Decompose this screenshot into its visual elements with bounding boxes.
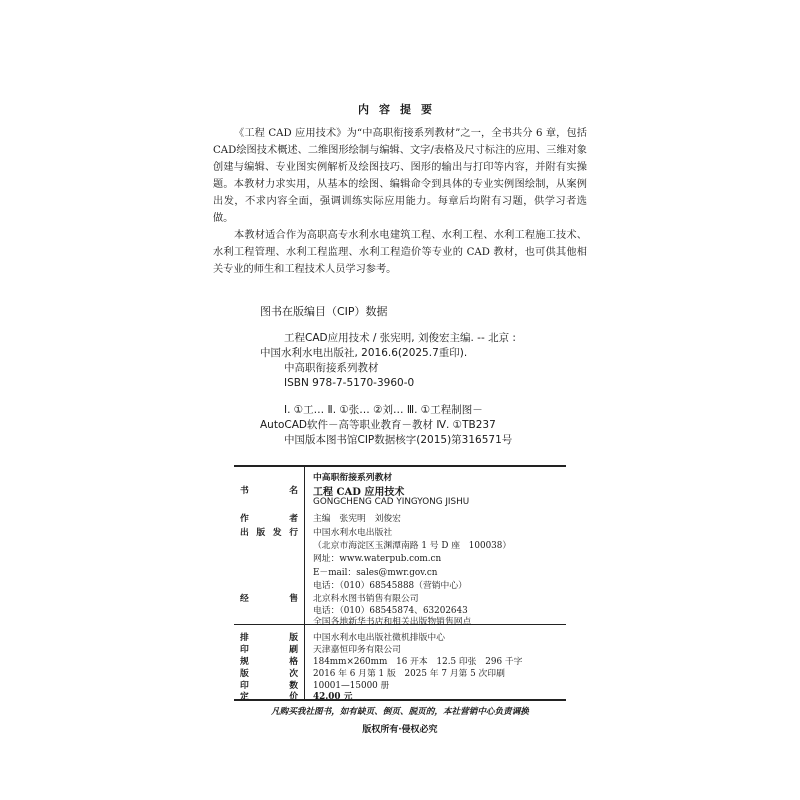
distributor: 北京科水图书销售有限公司: [313, 594, 419, 604]
typeset-label: 排 版: [240, 633, 298, 643]
replacement-notice: 凡购买我社图书，如有缺页、倒页、脱页的，本社营销中心负责调换: [271, 707, 529, 717]
print-label: 印 刷: [240, 645, 298, 655]
specification: 184mm×260mm 16 开本 12.5 印张 296 千字: [313, 657, 523, 667]
summary-title: 内容提要: [358, 103, 442, 116]
author: 主编 张宪明 刘俊宏: [313, 514, 401, 524]
distributor-network: 全国各地新华书店和相关出版物销售网点: [313, 617, 472, 627]
spec-label: 规 格: [240, 657, 298, 667]
summary-paragraph: 《工程 CAD 应用技术》为“中高职衔接系列教材”之一，全书共分 6 章，包括CAD绘图技术概述、二维图形绘制与编辑、文字/表格及尺寸标注的应用、三维对象创建与编辑、专业图实例解析及绘图技巧、图形的输出与打印等内容，并附有实操题。本教材力求实用，从基本的绘图、编辑命令到具体的专业实例图绘制，从案例出发，不求内容全面，强调训练实际应用能力。每章后均附有习题，供学习者选做。: [213, 128, 587, 224]
publisher-email: E－mail：sales@mwr.gov.cn: [313, 568, 438, 578]
cip-approval-number: 中国版本图书馆CIP数据核字(2015)第316571号: [284, 434, 513, 446]
author-label: 作 者: [240, 514, 298, 524]
book-title: 工程 CAD 应用技术: [313, 487, 405, 498]
publication-info-table: [234, 465, 566, 701]
publisher-website: 网址：www.waterpub.com.cn: [313, 554, 442, 564]
book-title-pinyin: GONGCHENG CAD YINGYONG JISHU: [313, 497, 470, 507]
book-title-label: 书 名: [240, 486, 298, 496]
distributor-label: 经 售: [240, 594, 298, 604]
publisher-label: 出版发行: [240, 528, 298, 538]
cip-line: 工程CAD应用技术 / 张宪明, 刘俊宏主编. -- 北京 :: [284, 332, 516, 344]
cip-classification: AutoCAD软件－高等职业教育－教材 Ⅳ. ①TB237: [260, 419, 496, 431]
copies-label: 印 数: [240, 681, 298, 691]
distributor-phone: 电话：（010）68545874、63202643: [313, 606, 468, 616]
printer: 天津嘉恒印务有限公司: [313, 645, 401, 655]
edition-label: 版 次: [240, 669, 298, 679]
publisher: 中国水利水电出版社: [313, 528, 393, 538]
cip-line: 中高职衔接系列教材: [284, 362, 379, 374]
typeset: 中国水利水电出版社微机排版中心: [313, 633, 445, 643]
cip-classification: Ⅰ. ①工… Ⅱ. ①张… ②刘… Ⅲ. ①工程制图－: [284, 404, 483, 416]
publisher-address: （北京市海淀区玉渊潭南路 1 号 D 座 100038）: [313, 541, 512, 551]
cip-heading: 图书在版编目（CIP）数据: [260, 305, 388, 318]
publisher-phone: 电话：（010）68545888（营销中心）: [313, 581, 467, 591]
cip-line: 中国水利水电出版社, 2016.6(2025.7重印).: [260, 347, 468, 359]
edition: 2016 年 6 月第 1 版 2025 年 7 月第 5 次印刷: [313, 669, 505, 679]
summary-text: [213, 125, 587, 278]
price-label: 定 价: [240, 692, 298, 702]
series-name: 中高职衔接系列教材: [313, 473, 393, 483]
cip-block: [260, 331, 570, 433]
copyright-notice: 版权所有·侵权必究: [362, 725, 438, 735]
copies: 10001—15000 册: [313, 681, 390, 691]
summary-paragraph: 本教材适合作为高职高专水利水电建筑工程、水利工程、水利工程施工技术、水利工程管理、水利工程监理、水利工程造价等专业的 CAD 教材，也可供其他相关专业的师生和工程技术人员学习参考。: [213, 230, 587, 275]
cip-line: ISBN 978-7-5170-3960-0: [284, 377, 415, 389]
price: 42.00 元: [313, 692, 353, 702]
